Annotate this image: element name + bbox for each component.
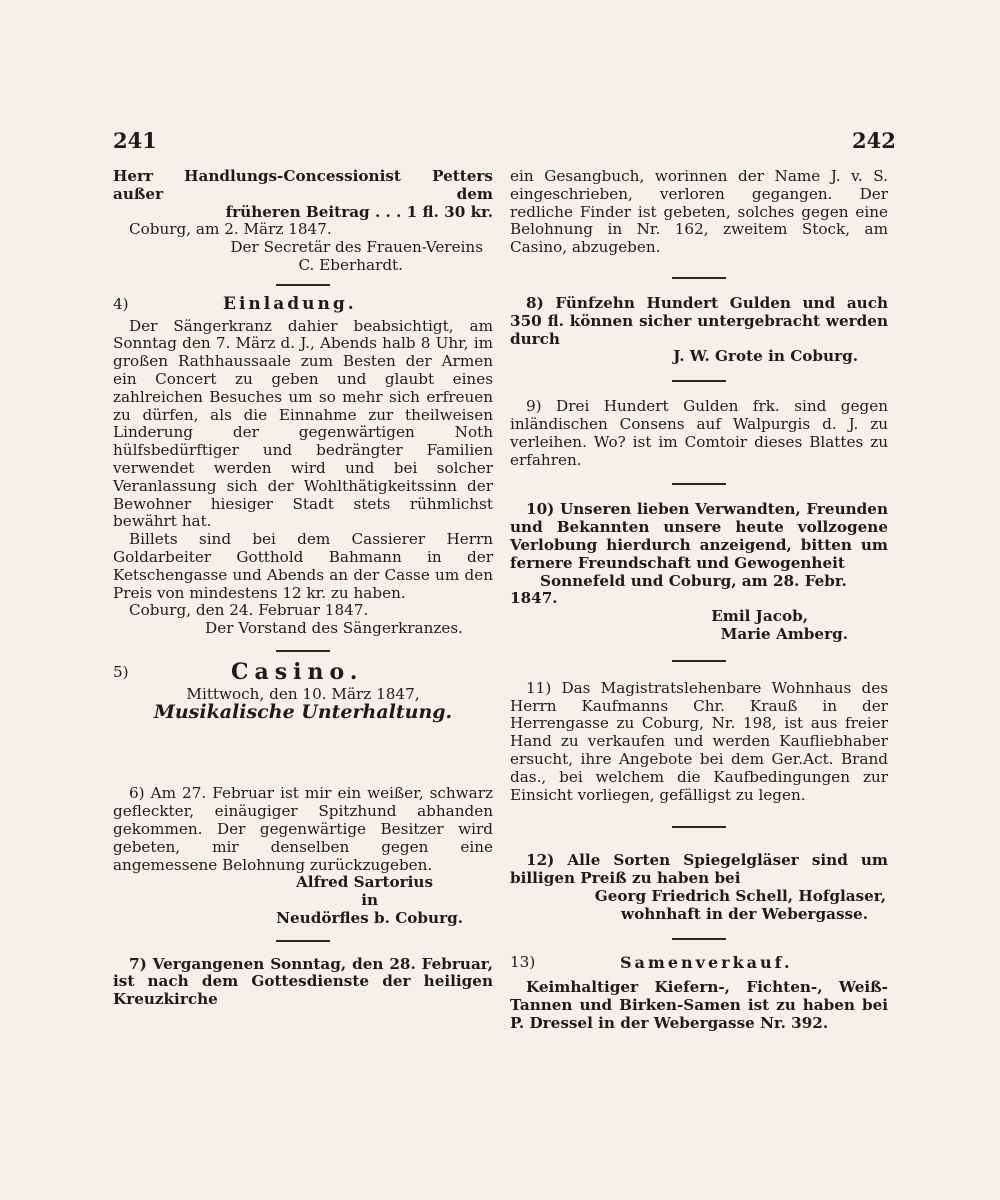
notice-6-signature-place: Neudörfles b. Coburg.	[276, 908, 463, 927]
page-number-right: 242	[852, 128, 896, 153]
notice-number: 4)	[113, 294, 129, 313]
notice-9-body: 9) Drei Hundert Gulden frk. sind gegen inländischen Consens auf Walpurgis d. J. zu verleihen. Wo? ist im Comtoir dieses Blattes zu erfahren.	[510, 397, 888, 469]
page-number-left: 241	[113, 128, 157, 153]
notice-title: Samenverkauf.	[620, 952, 793, 972]
left-column	[113, 168, 493, 1009]
notice-13-heading	[510, 954, 888, 972]
notice-date: Coburg, am 2. März 1847.	[129, 220, 332, 239]
notice-12-signature-2: wohnhaft in der Webergasse.	[621, 904, 868, 923]
notice-6-signature-name: Alfred Sartorius	[296, 873, 433, 892]
notice-6-signature-in: in	[361, 891, 378, 910]
notice-4-tickets: Billets sind bei dem Cassierer Herrn Goldarbeiter Gotthold Bahmann in der Ketschengasse und Abends an der Casse um den Preis von mindestens 12 kr. zu haben.	[113, 530, 493, 602]
notice-7-continued: ein Gesangbuch, worinnen der Name J. v. S. eingeschrieben, verloren gegangen. Der redliche Finder ist gebeten, solches gegen eine Belohnung in Nr. 162, zweitem Stock, am Casino, abzugeben.	[510, 167, 888, 257]
notice-8-body: 8) Fünfzehn Hundert Gulden und auch 350 fl. können sicher untergebracht werden durch	[510, 293, 888, 348]
notice-number: 5)	[113, 662, 129, 681]
notice-12-signature-1: Georg Friedrich Schell, Hofglaser,	[594, 886, 886, 905]
notice-10-date: Sonnefeld und Coburg, am 28. Febr. 1847.	[510, 571, 847, 608]
divider	[276, 284, 330, 286]
notice-4-body: Der Sängerkranz dahier beabsichtigt, am Sonntag den 7. März d. J., Abends halb 8 Uhr, im großen Rathhaussaale zum Besten der Armen ein Concert zu geben und glaubt eines zahlreichen Besuches um so mehr sich erfreuen zu dürfen, als die Einnahme zur theilweisen Linderung der gegenwärtigen Noth hülfsbedürftiger und bedrängter Familien verwendet werden wird und bei solcher Veranlassung sich der Wohlthätigkeitssinn der Bewohner hiesiger Stadt stets rühmlichst bewährt hat.	[113, 316, 493, 531]
donor-line: Herr Handlungs-Concessionist Petters außer dem	[113, 167, 493, 203]
donation-amount: früheren Beitrag . . . 1 fl. 30 kr.	[225, 202, 493, 221]
notice-5-heading	[113, 658, 493, 685]
divider	[276, 650, 330, 652]
notice-13-body: Keimhaltiger Kiefern-, Fichten-, Weiß-Tannen und Birken-Samen ist zu haben bei P. Dressel in der Webergasse Nr. 392.	[510, 978, 888, 1032]
divider	[276, 940, 330, 942]
divider	[672, 660, 726, 662]
signature-title: Der Secretär des Frauen-Vereins	[230, 238, 483, 257]
notice-6-body: 6) Am 27. Februar ist mir ein weißer, schwarz gefleckter, einäugiger Spitzhund abhanden gekommen. Der gegenwärtige Besitzer wird gebeten, mir denselben gegen eine angemessene Belohnung zurückzugeben.	[113, 784, 493, 874]
notice-12-body: 12) Alle Sorten Spiegelgläser sind um billigen Preiß zu haben bei	[510, 851, 888, 888]
casino-program: Musikalische Unterhaltung.	[153, 700, 453, 723]
signature-name: C. Eberhardt.	[298, 255, 403, 274]
notice-number: 13)	[510, 952, 536, 971]
divider	[672, 483, 726, 485]
notice-8-signature: J. W. Grote in Coburg.	[673, 347, 858, 366]
notice-4-heading	[113, 293, 493, 314]
casino-date: Mittwoch, den 10. März 1847,	[186, 684, 420, 703]
divider	[672, 380, 726, 382]
casino-title: Casino.	[231, 658, 364, 685]
divider	[672, 277, 726, 279]
right-column	[510, 168, 888, 1033]
notice-11-body: 11) Das Magistratslehenbare Wohnhaus des Herrn Kaufmanns Chr. Krauß in der Herrengasse zu Coburg, Nr. 198, ist aus freier Hand zu verkaufen und werden Kaufliebhaber ersucht, ihre Angebote bei dem Ger.Act. Brand das., bei welchem die Kaufbedingungen zur Einsicht vorliegen, gefälligst zu legen.	[510, 678, 888, 804]
divider	[672, 826, 726, 828]
notice-10-signature-2: Marie Amberg.	[720, 624, 848, 643]
notice-title: Einladung.	[223, 293, 357, 314]
notice-7-body: 7) Vergangenen Sonntag, den 28. Februar, ist nach dem Gottesdienste der heiligen Kreuzkirche	[113, 954, 493, 1009]
notice-10-signature-1: Emil Jacob,	[711, 607, 808, 626]
divider	[672, 938, 726, 940]
notice-4-date: Coburg, den 24. Februar 1847.	[129, 601, 369, 620]
notice-10-body: 10) Unseren lieben Verwandten, Freunden und Bekannten unsere heute vollzogene Verlobung hierdurch anzeigend, bitten um fernere Freundschaft und Gewogenheit	[510, 500, 888, 572]
notice-4-signature: Der Vorstand des Sängerkranzes.	[205, 619, 463, 638]
